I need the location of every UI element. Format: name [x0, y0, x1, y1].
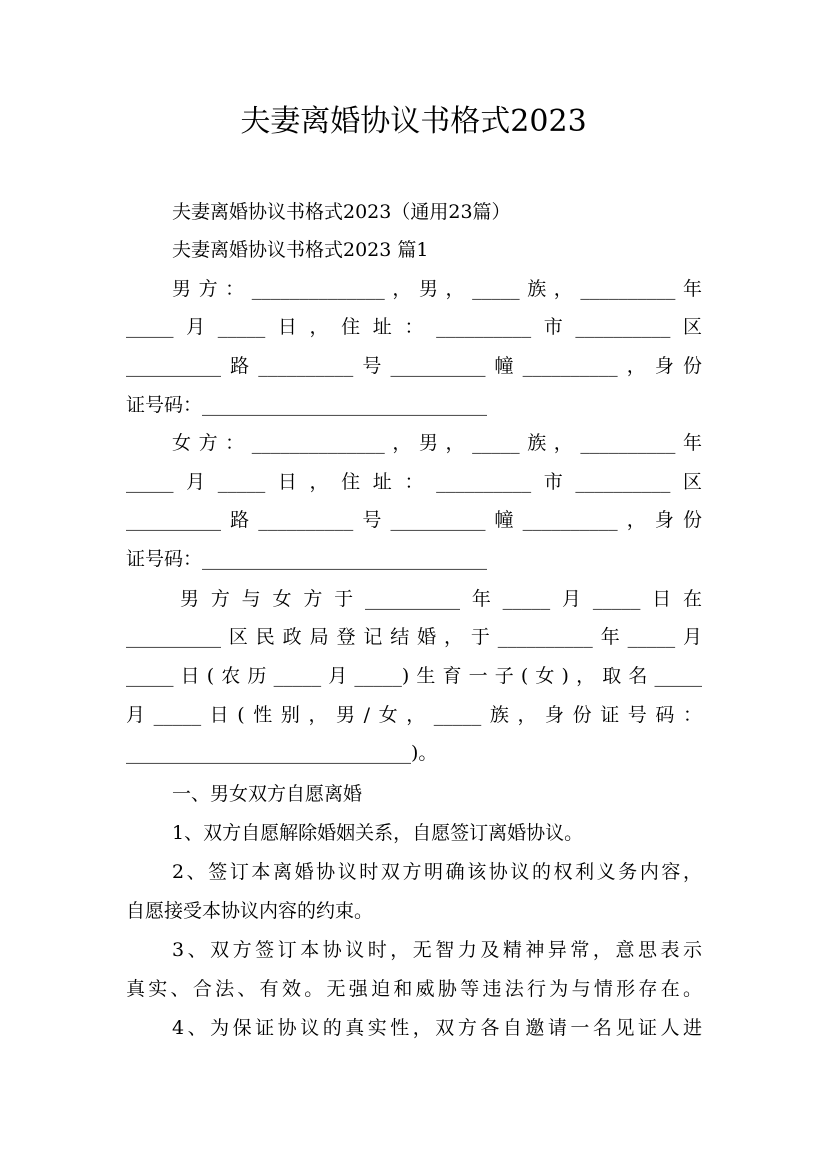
male-info-line-3: __________路__________号__________幢__________，身份 — [126, 355, 702, 377]
female-info-line-4: 证号码：______________________________ — [126, 548, 488, 570]
clause-1-3-line-1: 3、双方签订本协议时，无智力及精神异常，意思表示 — [172, 939, 702, 961]
female-info-line-2: _____月_____日，住址：__________市__________区 — [126, 471, 702, 493]
marriage-info-line-2: __________区民政局登记结婚，于__________年_____月 — [126, 626, 702, 648]
clause-1-2-line-2: 自愿接受本协议内容的约束。 — [126, 900, 374, 922]
female-info-line-1: 女方：______________，男，_____族，__________年 — [172, 432, 702, 454]
section-heading: 夫妻离婚协议书格式2023 篇1 — [172, 239, 429, 261]
male-info-line-2: _____月_____日，住址：__________市__________区 — [126, 316, 702, 338]
clause-1-1: 1、双方自愿解除婚姻关系，自愿签订离婚协议。 — [172, 822, 584, 844]
male-info-line-4: 证号码：______________________________ — [126, 394, 488, 416]
marriage-info-line-4: 月_____日(性别，男/女，_____族，身份证号码： — [126, 704, 702, 726]
marriage-info-line-5: ______________________________)。 — [126, 742, 438, 764]
clause-1-2-line-1: 2、签订本离婚协议时双方明确该协议的权利义务内容， — [172, 861, 702, 883]
marriage-info-line-1: 男方与女方于__________年_____月_____日在 — [180, 588, 702, 610]
clause-heading-1: 一、男女双方自愿离婚 — [172, 783, 363, 805]
female-info-line-3: __________路__________号__________幢__________，身份 — [126, 509, 702, 531]
clause-1-4-line-1: 4、为保证协议的真实性，双方各自邀请一名见证人进 — [172, 1017, 702, 1039]
male-info-line-1: 男方：______________，男，_____族，__________年 — [172, 278, 702, 300]
clause-1-3-line-2: 真实、合法、有效。无强迫和威胁等违法行为与情形存在。 — [126, 978, 702, 1000]
document-title: 夫妻离婚协议书格式2023 — [240, 104, 587, 139]
marriage-info-line-3: _____日(农历_____月_____)生育一子(女)，取名_____ — [126, 665, 702, 687]
subtitle-line: 夫妻离婚协议书格式2023（通用23篇） — [172, 201, 511, 223]
